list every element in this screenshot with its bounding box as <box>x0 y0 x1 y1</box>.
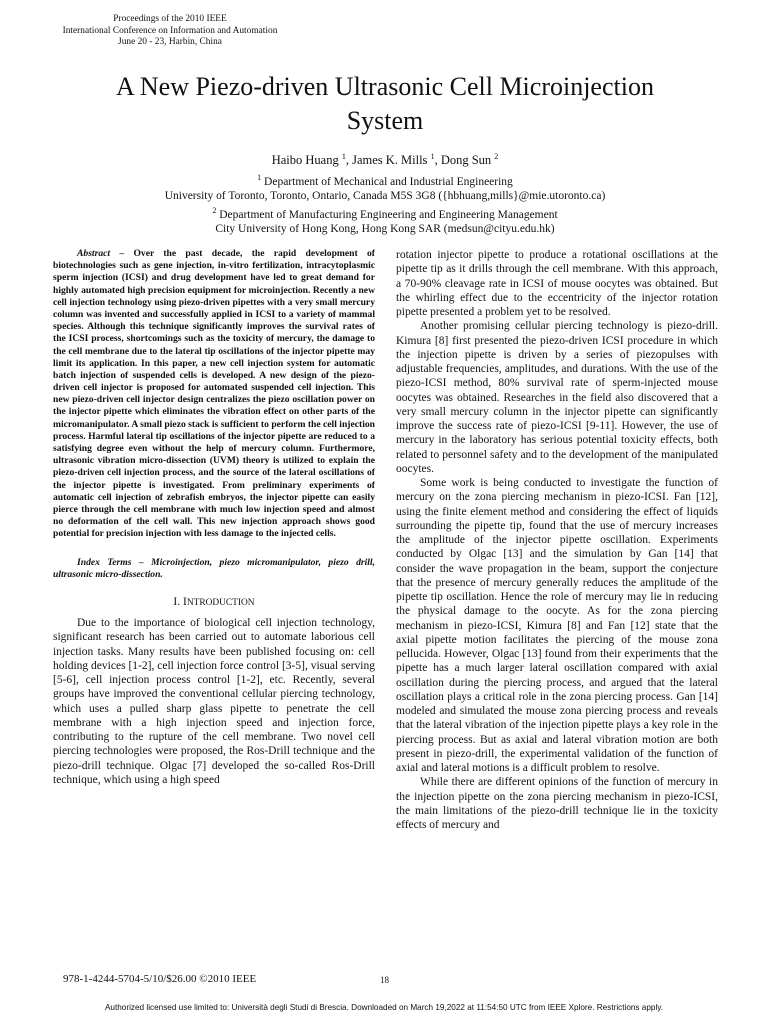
license-notice: Authorized licensed use limited to: Università degli Studi di Brescia. Downloaded on March 19,2022 at 11:54:50 UTC from IEEE Xplore. Restrictions apply. <box>104 1003 664 1012</box>
proceedings-line-3: June 20 - 23, Harbin, China <box>118 37 222 47</box>
author-2: James K. Mills <box>352 153 428 168</box>
page-number: 18 <box>380 975 389 985</box>
section-heading-introduction: I. INTRODUCTION <box>173 595 255 608</box>
title-line-1: A New Piezo-driven Ultrasonic Cell Microinjection <box>116 72 654 101</box>
title-line-2: System <box>346 106 424 135</box>
right-paragraph-1: rotation injector pipette to produce a rotational oscillations at the pipette tip as it drills through the cell membrane. With this approach, a 70-90% cleavage rate in ICSI of mouse oocytes was obtained. But the whirling effect due to the eccentricity of the injector rotation pipette presented a problem yet to be resolved. <box>396 249 718 318</box>
affiliation-2-address: City University of Hong Kong, Hong Kong SAR (medsun@cityu.edu.hk) <box>215 222 555 235</box>
left-column <box>53 248 375 787</box>
abstract-text: – Over the past decade, the rapid development of biotechnologies such as gene injection, in-vitro fertilization, intracytoplasmic sperm injection (ICSI) and drug development have led to great demand for highly automated high precision equipment for microinjection. Recently a new cell injection technology using piezo-driven pipettes with a very small mercury column was invented and successfully applied in ICSI to a variety of mammal species. Although this technique significantly improves the survival rates of the ICSI process, shortcomings such as the toxicity of mercury, the damage to the cell membrane due to the lateral tip oscillations of the injector pipette may limit its application. In this paper, a new cell injection system for automatic batch injection of suspended cells is developed. A new design of the piezo-driven cell injector is proposed for automated suspended cell injection. This new piezo-driven cell injector design centralizes the piezo oscillation power on the injector pipette which eliminates the vibration effect on other parts of the micromanipulator. A small piezo stack is sufficient to perform the cell injection process. Harmful lateral tip oscillations of the injector pipette are reduced to a satisfying degree even without the help of mercury column. Furthermore, ultrasonic vibration micro-dissection (UVM) theory is utilized to explain the piezo-driven cell injection process, and the source of the lateral oscillations of the injector pipette is investigated. From preliminary experiments of automatic cell injection of zebrafish embryos, the injector pipette can easily pierce through the cell membrane with much low injection speed and almost no deformation of the cell wall. This new injection approach shows good potential for precision injection with less damage to the injected cells. <box>53 248 375 540</box>
right-paragraph-4: While there are different opinions of the function of mercury in the injection pipette on the zona piercing mechanism in piezo-ICSI, the main limitations of the piezo-drill technique lie in the toxicity effects of mercury and <box>396 776 718 831</box>
author-1-affil: 1 <box>341 152 346 161</box>
affiliation-2-dept: $^2$ Department of Manufacturing Engineering and Engineering Management <box>212 205 558 221</box>
paper-title <box>60 70 710 138</box>
right-paragraph-2: Another promising cellular piercing technology is piezo-drill. Kimura [8] first presented the piezo-driven ICSI procedure in which the injection pipette is driven by a series of piezopulses with adjustable frequencies, amplitudes, and durations. With the use of the piezo-ICSI method, 80% survival rate of sperm-injected mouse oocytes was obtained. Researches in the field also discovered that a very small mercury column in the injector pipette can significantly improve the success rate of piezo-ICSI [9-11]. However, the use of mercury in the laboratory has serious potential toxicity effects, both related to personnel safety and to the development of the manipulated oocytes. <box>396 320 718 475</box>
proceedings-line-2: International Conference on Information and Automation <box>62 25 278 36</box>
right-paragraph-3: Some work is being conducted to investigate the function of mercury on the zona piercing mechanism in piezo-ICSI. Fan [12], using the finite element method and considering the effect of liquids surrounding the pipette tip, found that the use of mercury increases the amplitude of the injector pipette oscillation. Experiments conducted by Olgac [13] and the simulation by Gan [14] that consider the wave propagation in the beam, support the conjecture that the presence of mercury generally reduces the amplitude of the pipette tip oscillation. Hence the role of mercury may lie in reducing the physical damage to the oocyte. As for the zona piercing mechanism in piezo-ICSI, Kimura [8] and Fan [12] state that the axial pipette motion facilitates the piercing of the mouse zona pellucida. However, Olgac [13] found from their experiments that the pipette has a much larger lateral oscillation compared with axial oscillation during the piercing process, and argued that the lateral oscillation plays a critical role in the zona piercing process. Gan [14] modeled and simulated the mouse zona piercing process and reveals that the lateral vibration of the injection pipette plays a key role in the piercing process. But as axial and lateral vibration motion are both present in piezo-drill, the experimental validation of the function of axial and lateral motions is a difficult problem to resolve. <box>396 477 718 774</box>
abstract-label: Abstract <box>77 248 111 259</box>
author-list: Haibo Huang $^1$, James K. Mills $^1$, Dong Sun $^2$ <box>271 152 499 168</box>
affiliation-1-dept: $^1$ Department of Mechanical and Industrial Engineering <box>257 173 513 188</box>
abstract <box>53 248 375 541</box>
intro-paragraph-1: Due to the importance of biological cell injection technology, significant research has been carried out to automate laborious cell injection tasks. Many results have been published focusing on: cell holding devices [1-2], cell injection force control [3-5], visual serving [5-6], cell injection process control [1-2], etc. Recently, several groups have improved the conventional cellular piercing technology, which uses a pulled sharp glass pipette to penetrate the cell membrane with a high injection speed and injection force, contributing to the rupture of the cell membrane. Two novel cell piercing technologies were proposed, the Ros-Drill technique and the piezo-drill technique. Olgac [7] developed the so-called Ros-Drill technique, which using a high speed <box>53 617 375 786</box>
author-2-affil: 1 <box>430 152 435 161</box>
author-1: Haibo Huang <box>271 153 339 168</box>
isbn-copyright: 978-1-4244-5704-5/10/$26.00 ©2010 IEEE <box>63 973 257 985</box>
affiliation-1-address: University of Toronto, Toronto, Ontario, Canada M5S 3G8 ({hbhuang,mills}@mie.utoronto.ca) <box>164 190 606 203</box>
right-column <box>396 248 718 832</box>
affiliations <box>60 171 710 236</box>
index-terms: Index Terms – Microinjection, piezo micromanipulator, piezo drill, ultrasonic micro-dissection. <box>53 556 375 580</box>
author-3: Dong Sun <box>440 153 492 168</box>
author-3-affil: 2 <box>494 152 499 161</box>
proceedings-line-1: Proceedings of the 2010 IEEE <box>113 14 227 24</box>
proceedings-header <box>50 14 290 49</box>
